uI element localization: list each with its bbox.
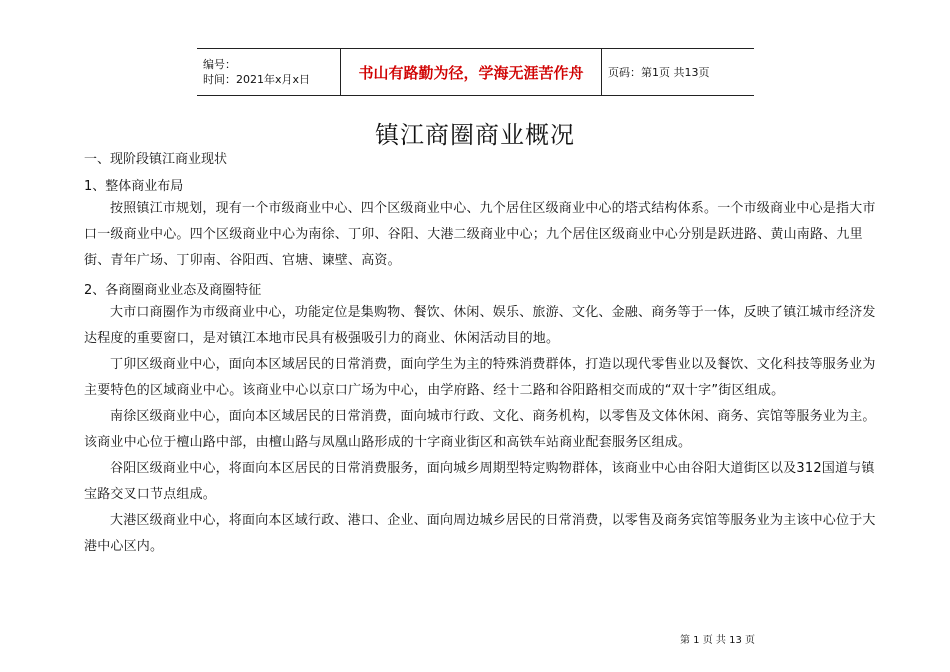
paragraph-guyang: 谷阳区级商业中心，将面向本区居民的日常消费服务，面向城乡周期型特定购物群体，该商业中心由谷阳大道街区以及312国道与镇宝路交叉口节点组成。 xyxy=(84,461,875,502)
header-meta xyxy=(197,49,340,95)
paragraph-dingmao: 丁卯区级商业中心，面向本区域居民的日常消费，面向学生为主的特殊消费群体，打造以现代零售业以及餐饮、文化科技等服务业为主要特色的区域商业中心。该商业中心以京口广场为中心，由学府路、经十二路和谷阳路相交而成的“双十字”街区组成。 xyxy=(84,357,876,398)
paragraph-dashikou: 大市口商圈作为市级商业中心，功能定位是集购物、餐饮、休闲、娱乐、旅游、文化、金融、商务等于一体，反映了镇江城市经济发达程度的重要窗口，是对镇江本地市民具有极强吸引力的商业、休闲活动目的地。 xyxy=(84,305,876,346)
document-header xyxy=(197,48,754,96)
date-label: 时间：2021年x月x日 xyxy=(203,73,311,86)
document-title: 镇江商圈商业概况 xyxy=(375,121,575,149)
paragraph-dagang: 大港区级商业中心，将面向本区域行政、港口、企业、面向周边城乡居民的日常消费，以零售及商务宾馆等服务业为主该中心位于大港中心区内。 xyxy=(84,513,876,554)
header-page-number: 页码：第1页 共13页 xyxy=(608,66,710,79)
subsection-heading-1: 1、整体商业布局 xyxy=(84,179,184,194)
paragraph-overall-layout: 按照镇江市规划，现有一个市级商业中心、四个区级商业中心、九个居住区级商业中心的塔式结构体系。一个市级商业中心是指大市口一级商业中心。四个区级商业中心为南徐、丁卯、谷阳、大港二级商业中心；九个居住区级商业中心分别是跃进路、黄山南路、九里街、青年广场、丁卯南、谷阳西、官塘、谏壁、高资。 xyxy=(84,201,876,268)
section-heading-1: 一、现阶段镇江商业现状 xyxy=(84,152,228,167)
header-motto: 书山有路勤为径，学海无涯苦作舟 xyxy=(340,49,602,95)
serial-number-label: 编号： xyxy=(203,58,236,71)
paragraph-nanxu: 南徐区级商业中心，面向本区域居民的日常消费，面向城市行政、文化、商务机构，以零售及文体休闲、商务、宾馆等服务业为主。该商业中心位于檀山路中部，由檀山路与凤凰山路形成的十字商业街区和高铁车站商业配套服务区组成。 xyxy=(84,409,876,450)
subsection-heading-2: 2、各商圈商业业态及商圈特征 xyxy=(84,283,262,298)
page-footer: 第 1 页 共 13 页 xyxy=(680,635,755,646)
